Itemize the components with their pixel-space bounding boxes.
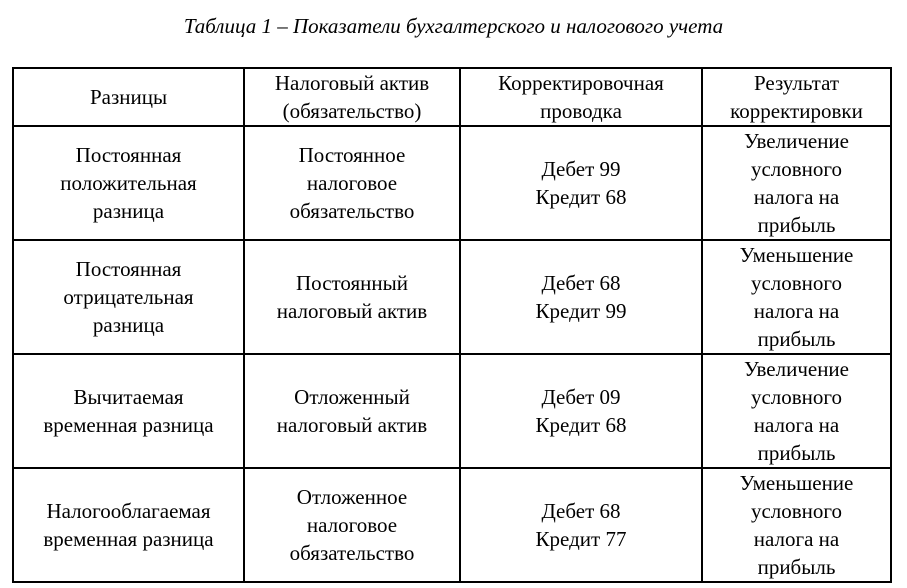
header-differences: Разницы: [13, 68, 244, 126]
cell-tax-item: Отложенное налоговое обязательство: [244, 468, 460, 582]
cell-tax-item: Постоянный налоговый актив: [244, 240, 460, 354]
table-header-row: [13, 68, 891, 126]
table-caption: Таблица 1 – Показатели бухгалтерского и налогового учета: [183, 14, 724, 38]
table-row: [13, 240, 891, 354]
table-row: [13, 126, 891, 240]
cell-result: Увеличение условного налога на прибыль: [702, 126, 891, 240]
cell-result: Увеличение условного налога на прибыль: [702, 354, 891, 468]
cell-difference-type: Постоянная положительная разница: [13, 126, 244, 240]
cell-tax-item: Отложенный налоговый актив: [244, 354, 460, 468]
cell-adjusting-entry: Дебет 99 Кредит 68: [460, 126, 702, 240]
table-row: [13, 468, 891, 582]
cell-difference-type: Налогооблагаемая временная разница: [13, 468, 244, 582]
accounting-differences-table: [12, 67, 892, 583]
cell-tax-item: Постоянное налоговое обязательство: [244, 126, 460, 240]
cell-adjusting-entry: Дебет 68 Кредит 99: [460, 240, 702, 354]
table-row: [13, 354, 891, 468]
header-tax-asset-liability: Налоговый актив (обязательство): [244, 68, 460, 126]
cell-difference-type: Постоянная отрицательная разница: [13, 240, 244, 354]
cell-result: Уменьшение условного налога на прибыль: [702, 240, 891, 354]
cell-adjusting-entry: Дебет 09 Кредит 68: [460, 354, 702, 468]
header-adjustment-result: Результат корректировки: [702, 68, 891, 126]
cell-adjusting-entry: Дебет 68 Кредит 77: [460, 468, 702, 582]
cell-difference-type: Вычитаемая временная разница: [13, 354, 244, 468]
header-adjusting-entry: Корректировочная проводка: [460, 68, 702, 126]
cell-result: Уменьшение условного налога на прибыль: [702, 468, 891, 582]
